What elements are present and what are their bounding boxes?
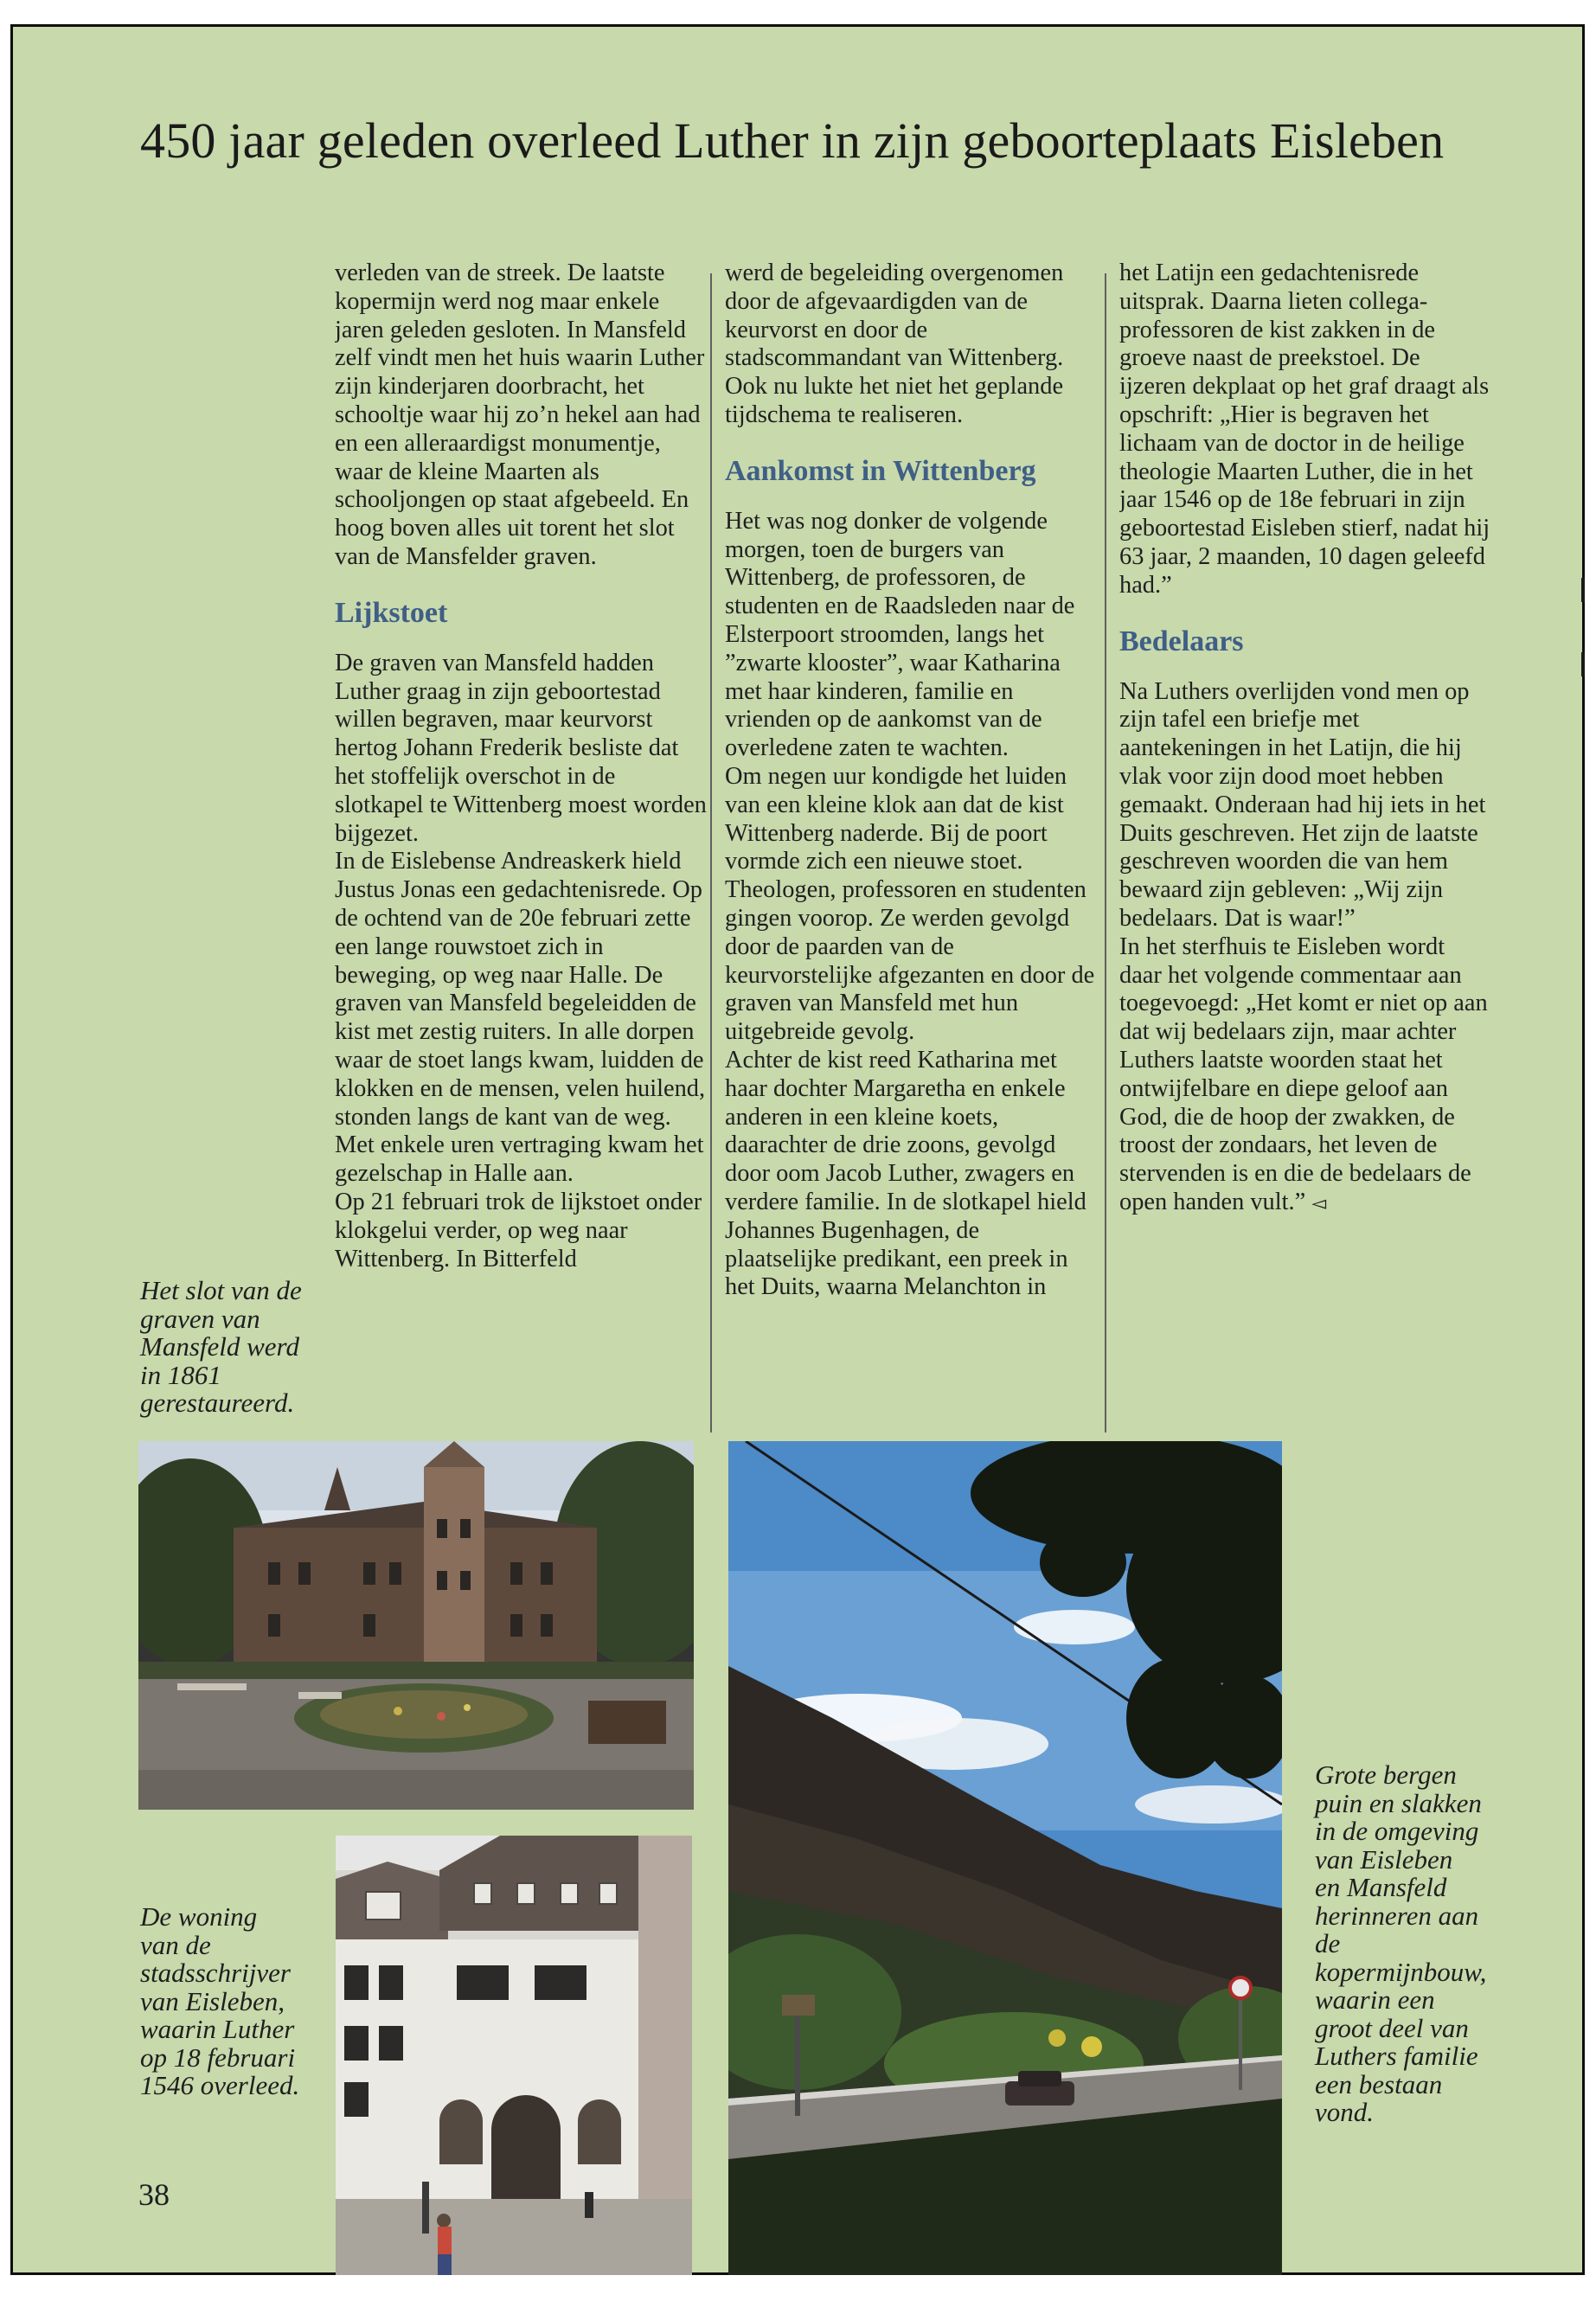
edge-mark xyxy=(1581,578,1585,602)
heading-aankomst: Aankomst in Wittenberg xyxy=(725,454,1036,487)
column2-paragraph: Om negen uur kondigde het luiden van een kleine klok aan dat de kist Wittenberg naderde. Bij de poort vormde zich een nieuwe stoet. Theologen, professoren en studenten gingen voorop. Ze werden gevolgd door de paarden van de keurvorstelijke afgezanten en door de graven van Mansfeld met hun uitgebreide gevolg. xyxy=(725,762,1095,1046)
column1-paragraph: De graven van Mansfeld hadden Luther graag in zijn geboortestad willen begraven, maar keurvorst hertog Johann Frederik besliste dat het stoffelijk overschot in de slotkapel te Wittenberg moest worden bijgezet. xyxy=(335,649,707,847)
heading-bedelaars: Bedelaars xyxy=(1119,625,1244,657)
caption-castle: Het slot van de graven van Mansfeld werd in 1861 gerestaureerd. xyxy=(140,1275,302,1418)
column3-intro: het Latijn een gedachtenisrede uitsprak. Daarna lieten collega-professoren de kist zakken in de groeve naast de preekstoel. De ijzeren dekplaat op het graf draagt als opschrift: „Hier is begraven het lichaam van de doctor in de heilige theologie Maarten Luther, die in het jaar 1546 op de 18e februari in zijn geboortestad Eisleben stierf, nadat hij 63 jaar, 2 maanden, 10 dagen geleefd had.” xyxy=(1119,260,1490,599)
column3-paragraph xyxy=(1119,933,1491,1218)
text-column-1 xyxy=(335,260,707,1446)
column-divider xyxy=(710,273,712,1433)
page-headline: 450 jaar geleden overleed Luther in zijn geboorteplaats Eisleben xyxy=(140,112,1445,169)
text-column-2 xyxy=(725,260,1097,1446)
column3-closing-text: In het sterfhuis te Eisleben wordt daar het volgende commentaar aan toegevoegd: „Het komt er niet op aan dat wij bedelaars zijn, maar achter Luthers laatste woorden staat het ontwijfelbare en diepe geloof aan God, die de hoop der zwakken, de troost der zondaars, het leven de stervenden is en die de bedelaars de open handen vult.” xyxy=(1119,933,1488,1215)
heading-lijkstoet: Lijkstoet xyxy=(335,596,448,629)
column2-intro: werd de begeleiding overgenomen door de afgevaardigden van de keurvorst en door de stadscommandant van Wittenberg. Ook nu lukte het niet het geplande tijdschema te realiseren. xyxy=(725,260,1064,428)
end-of-article-mark: ◅ xyxy=(1311,1191,1327,1214)
edge-mark xyxy=(1581,652,1585,676)
column-divider xyxy=(1105,273,1106,1433)
photo-house xyxy=(336,1836,692,2275)
photo-slag-hills xyxy=(728,1441,1282,2275)
magazine-page xyxy=(10,24,1585,2275)
column2-paragraph: Het was nog donker de volgende morgen, toen de burgers van Wittenberg, de professoren, de studenten en de Raadsleden naar de Elsterpoort stroomden, langs het ”zwarte klooster”, waar Katharina met haar kinderen, familie en vrienden op de aankomst van de overledene zaten te wachten. xyxy=(725,507,1075,762)
text-column-3 xyxy=(1119,260,1491,1446)
photo-castle xyxy=(138,1441,694,1810)
caption-house: De woning van de stadsschrijver van Eisleben, waarin Luther op 18 februari 1546 overleed. xyxy=(140,1901,300,2100)
page-number: 38 xyxy=(138,2177,170,2212)
column2-paragraph: Achter de kist reed Katharina met haar dochter Margaretha en enkele anderen in een kleine koets, daarachter de drie zoons, gevolgd door oom Jacob Luther, zwagers en verdere familie. In de slotkapel hield Johannes Bugenhagen, de plaatselijke predikant, een preek in het Duits, waarna Melanchton in xyxy=(725,1046,1086,1301)
column1-paragraph: In de Eislebense Andreaskerk hield Justus Jonas een gedachtenisrede. Op de ochtend van de 20e februari zette een lange rouwstoet zich in beweging, op weg naar Halle. De graven van Mansfeld begeleidden de kist met zestig ruiters. In alle dorpen waar de stoet langs kwam, luidden de klokken en de mensen, velen huilend, stonden langs de kant van de weg. Met enkele uren vertraging kwam het gezelschap in Halle aan. xyxy=(335,848,706,1188)
column1-paragraph: Op 21 februari trok de lijkstoet onder klokgelui verder, op weg naar Wittenberg. In Bitterfeld xyxy=(335,1188,702,1272)
caption-hills: Grote bergen puin en slakken in de omgeving van Eisleben en Mansfeld herinneren aan de kopermijnbouw, waarin een groot deel van Luthers familie een bestaan vond. xyxy=(1315,1759,1487,2127)
column1-intro: verleden van de streek. De laatste kopermijn werd nog maar enkele jaren geleden gesloten. In Mansfeld zelf vindt men het huis waarin Luther zijn kinderjaren doorbracht, het schooltje waar hij zo’n hekel aan had en een alleraardigst monumentje, waar de kleine Maarten als schooljongen op staat afgebeeld. En hoog boven alles uit torent het slot van de Mansfelder graven. xyxy=(335,260,705,570)
column3-paragraph: Na Luthers overlijden vond men op zijn tafel een briefje met aantekeningen in het Latijn, die hij vlak voor zijn dood moet hebben gemaakt. Onderaan had hij iets in het Duits geschreven. Het zijn de laatste geschreven woorden die van hem bewaard zijn gebleven: „Wij zijn bedelaars. Dat is waar!” xyxy=(1119,677,1486,932)
